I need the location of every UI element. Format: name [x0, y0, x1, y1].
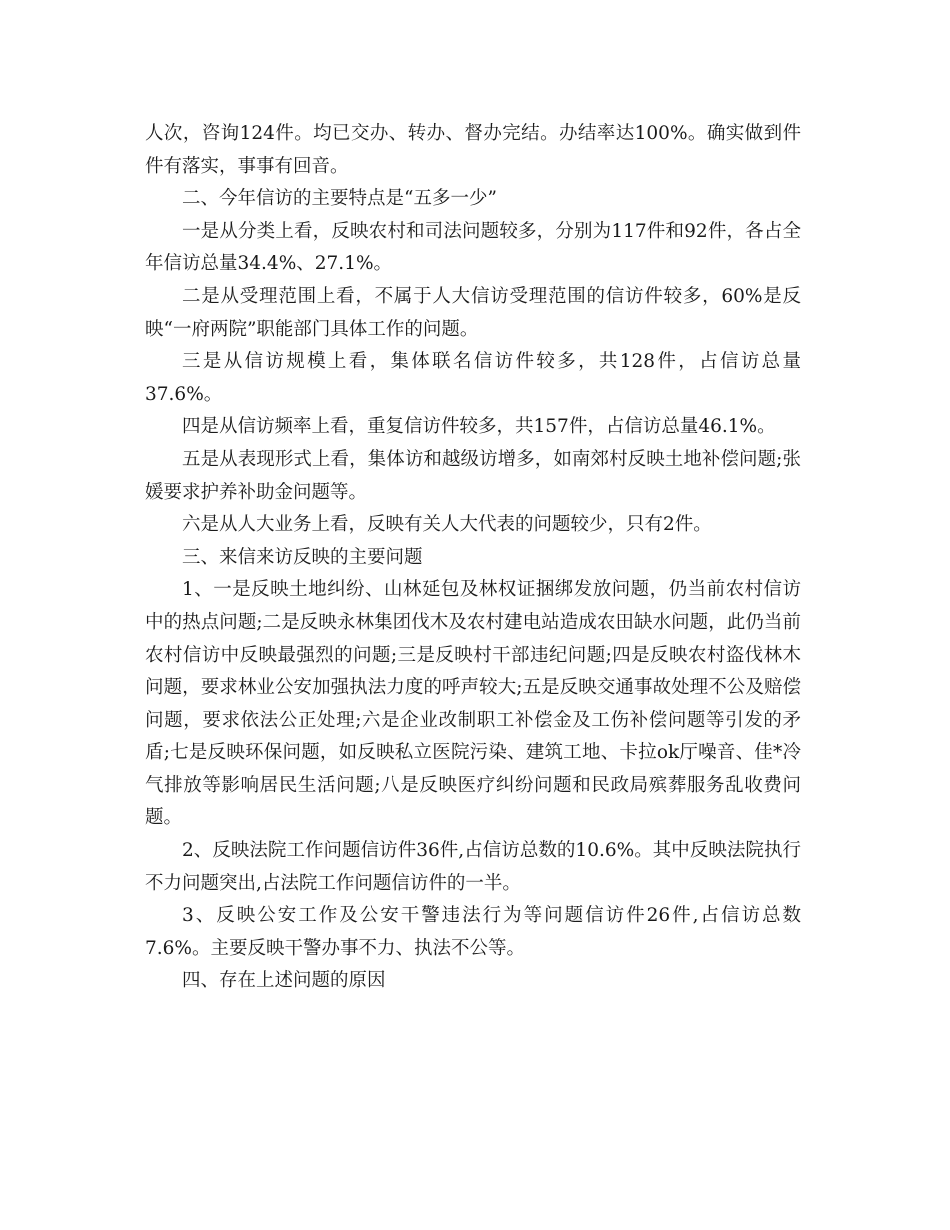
paragraph-feature-1: 一是从分类上看，反映农村和司法问题较多，分别为117件和92件，各占全年信访总量34.4%、27.1%。: [145, 220, 801, 275]
paragraph-issue-1: 1、一是反映土地纠纷、山林延包及林权证捆绑发放问题，仍当前农村信访中的热点问题;二是反映永林集团伐木及农村建电站造成农田缺水问题，此仍当前农村信访中反映最强烈的问题;三是反映村干部违纪问题;四是反映农村盗伐林木问题，要求林业公安加强执法力度的呼声较大;五是反映交通事故处理不公及赔偿问题，要求依法公正处理;六是企业改制职工补偿金及工伤补偿问题等引发的矛盾;七是反映环保问题，如反映私立医院污染、建筑工地、卡拉ok厅噪音、佳*冷气排放等影响居民生活问题;八是反映医疗纠纷问题和民政局殡葬服务乱收费问题。: [145, 579, 801, 829]
paragraph-feature-3: 三是从信访规模上看，集体联名信访件较多，共128件，占信访总量37.6%。: [145, 351, 801, 405]
paragraph-issue-2: 2、反映法院工作问题信访件36件,占信访总数的10.6%。其中反映法院执行不力问题突出,占法院工作问题信访件的一半。: [145, 840, 801, 894]
paragraph-feature-5: 五是从表现形式上看，集体访和越级访增多，如南郊村反映土地补偿问题;张媛要求护养补助金问题等。: [145, 448, 801, 503]
paragraph-issue-3: 3、反映公安工作及公安干警违法行为等问题信访件26件,占信访总数7.6%。主要反映干警办事不力、执法不公等。: [145, 905, 801, 959]
section-heading-issues: 三、来信来访反映的主要问题: [182, 546, 423, 568]
paragraph-feature-2: 二是从受理范围上看，不属于人大信访受理范围的信访件较多，60%是反映“一府两院”职能部门具体工作的问题。: [145, 285, 801, 340]
section-heading-features: 二、今年信访的主要特点是“五多一少”: [182, 188, 497, 210]
paragraph-continuation: 人次，咨询124件。均已交办、转办、督办完结。办结率达100%。确实做到件件有落实，事事有回音。: [145, 123, 801, 177]
paragraph-feature-4: 四是从信访频率上看，重复信访件较多，共157件，占信访总量46.1%。: [182, 416, 776, 438]
paragraph-feature-6: 六是从人大业务上看，反映有关人大代表的问题较少，只有2件。: [182, 514, 712, 536]
document-body: [145, 118, 801, 998]
section-heading-causes: 四、存在上述问题的原因: [182, 970, 386, 992]
